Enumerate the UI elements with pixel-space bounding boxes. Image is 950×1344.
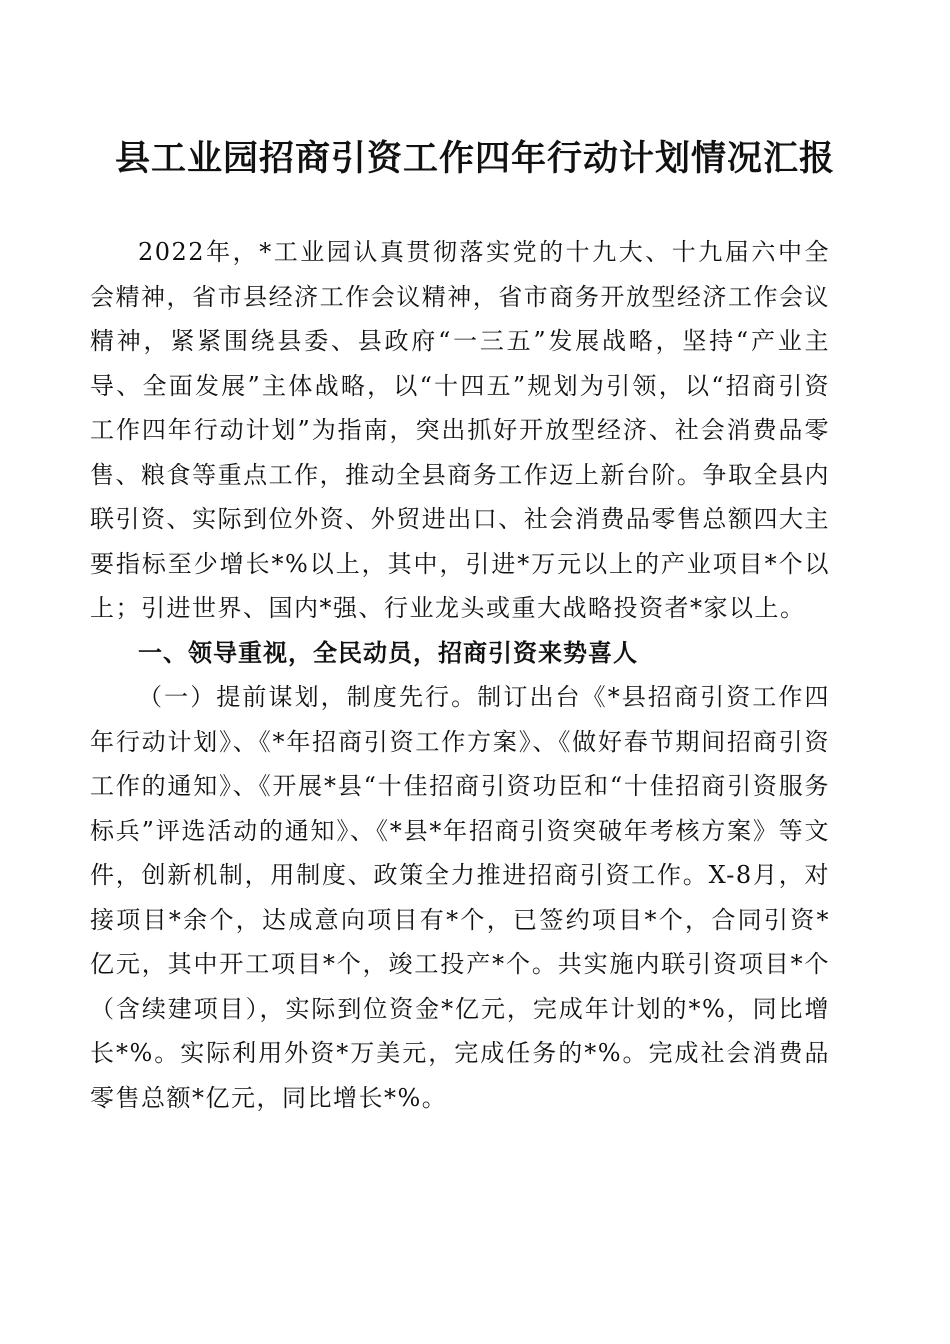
document-title: 县工业园招商引资工作四年行动计划情况汇报 [114, 138, 835, 179]
intro-paragraph: 2022年，*工业园认真贯彻落实党的十九大、十九届六中全会精神，省市县经济工作会议精神，省市商务开放型经济工作会议精神，紧紧围绕县委、县政府“一三五”发展战略，坚持“产业主导、全面发展”主体战略，以“十四五”规划为引领，以“招商引资工作四年行动计划”为指南，突出抓好开放型经济、社会消费品零售、粮食等重点工作，推动全县商务工作迈上新台阶。争取全县内联引资、实际到位外资、外贸进出口、社会消费品零售总额四大主要指标至少增长*%以上，其中，引进*万元以上的产业项目*个以上；引进世界、国内*强、行业龙头或重大战略投资者*家以上。 [90, 238, 830, 622]
document-body [90, 230, 830, 1120]
subsection-heading-1: （一）提前谋划，制度先行。 [138, 683, 478, 711]
section-heading-1: 一、领导重视，全民动员，招商引资来势喜人 [138, 638, 638, 667]
subsection-body-1: 制订出台《*县招商引资工作四年行动计划》、《*年招商引资工作方案》、《做好春节期间招商引资工作的通知》、《开展*县“十佳招商引资功臣和“十佳招商引资服务标兵”评选活动的通知》、《*县*年招商引资突破年考核方案》等文件，创新机制，用制度、政策全力推进招商引资工作。X-8月，对接项目*余个，达成意向项目有*个，已签约项目*个，合同引资*亿元，其中开工项目*个，竣工投产*个。共实施内联引资项目*个（含续建项目），实际到位资金*亿元，完成年计划的*%，同比增长*%。实际利用外资*万美元，完成任务的*%。完成社会消费品零售总额*亿元，同比增长*%。 [90, 683, 830, 1112]
subsection-paragraph-1 [90, 675, 830, 1120]
